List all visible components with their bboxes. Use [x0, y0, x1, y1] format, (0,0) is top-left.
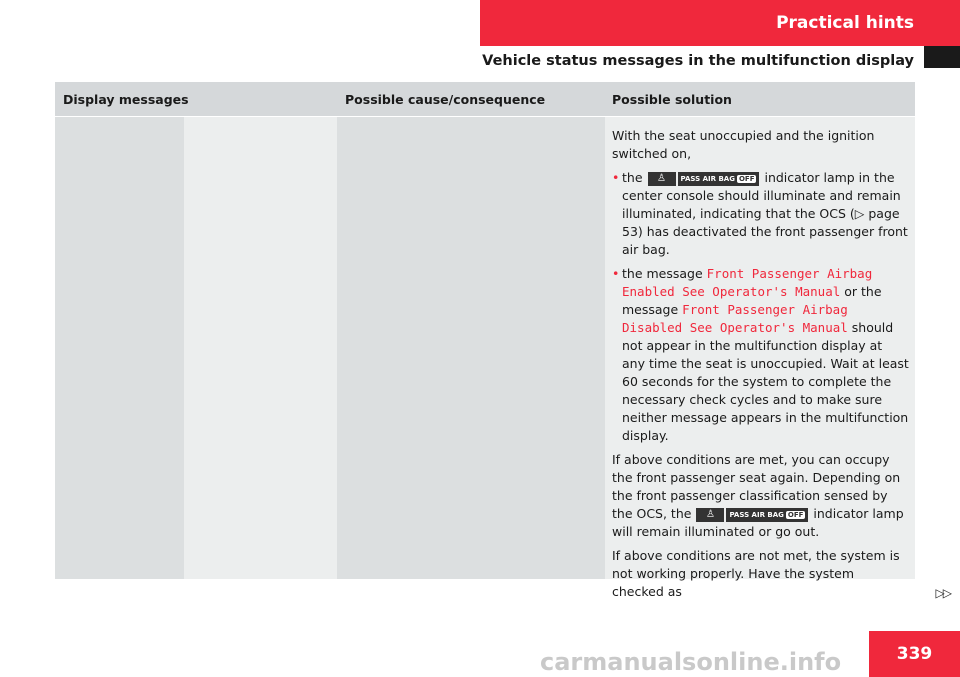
- bullet-dot: •: [612, 170, 620, 185]
- pass-air-bag-off-icon: PASS AIR BAG OFF: [726, 508, 808, 522]
- solution-para-2: If above conditions are met, you can occupy the front passenger seat again. Depending on the front passenger classification sensed by the OCS, the ♙ PASS AIR BAG OFF indicator lamp will remain illuminated or go out.: [612, 452, 904, 539]
- occupant-seat-icon: ♙: [648, 172, 676, 186]
- section-title: Practical hints: [776, 13, 914, 33]
- cell-message-detail: [184, 117, 337, 579]
- table-row: [55, 117, 915, 599]
- status-table: [55, 82, 915, 599]
- page-number: 339: [869, 631, 960, 677]
- page-subtitle: Vehicle status messages in the multifunction display: [482, 53, 914, 69]
- cell-cause: [337, 117, 605, 579]
- pass-air-bag-off-icon: PASS AIR BAG OFF: [678, 172, 760, 186]
- col-possible-cause: Possible cause/consequence: [345, 91, 546, 107]
- message-airbag-enabled: Front Passenger Airbag Enabled See Operator's Manual: [622, 266, 873, 299]
- solution-intro: With the seat unoccupied and the ignition switched on,: [612, 128, 875, 161]
- continue-arrows-icon: ▷▷: [935, 586, 950, 600]
- cell-message: [55, 117, 184, 579]
- solution-bullet-1: • the ♙ PASS AIR BAG OFF indicator lamp in the center console should illuminate and remain illuminated, indicating that the OCS (▷ page 53) has deactivated the front passenger front air bag.: [612, 170, 908, 257]
- solution-para-3: If above conditions are not met, the system is not working properly. Have the system checked as: [612, 548, 900, 599]
- section-tab: [480, 0, 960, 46]
- corner-marker: [924, 46, 960, 68]
- message-airbag-disabled: Front Passenger Airbag Disabled See Operator's Manual: [622, 302, 848, 335]
- cell-solution: [605, 117, 915, 599]
- solution-bullet-2: • the message Front Passenger Airbag Enabled See Operator's Manual or the message Front Passenger Airbag Disabled See Operator's Manual should not appear in the multifunction display at any time the seat is unoccupied. Wait at least 60 seconds for the system to complete the necessary check cycles and to make sure neither message appears in the multifunction display.: [612, 266, 909, 443]
- bullet-dot: •: [612, 266, 620, 281]
- watermark: carmanualsonline.info: [540, 648, 842, 676]
- table-header: [55, 82, 915, 116]
- col-display-messages: Display messages: [63, 91, 189, 107]
- occupant-seat-icon: ♙: [696, 508, 724, 522]
- col-possible-solution: Possible solution: [612, 91, 732, 107]
